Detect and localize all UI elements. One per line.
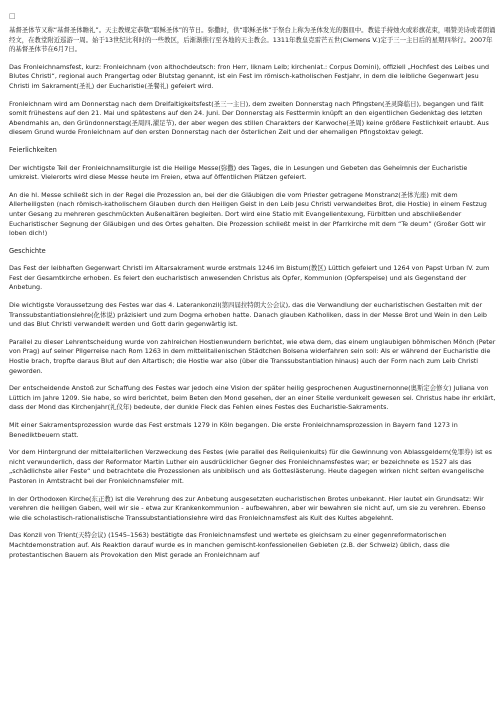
paragraph-history-1246: Das Fest der leibhaften Gegenwart Christi im Altarsakrament wurde erstmals 1246 im Bistum(教区) Lüttich gefeiert und 1264 von Papst Urban IV. zum Fest der Gesamtkirche erhoben. Es feiert den eucharistisch anwesenden Christus als Opfer, Kommunion (Opferspeise) und als Gegenstand der Anbetung. (9, 264, 490, 292)
paragraph-prozession: An die hl. Messe schließt sich in der Regel die Prozession an, bei der die Gläubigen die vom Priester getragene Monstranz(圣体光座) mit dem Allerheiligsten (nach römisch-katholischem Glauben durch den Heiligen Geist in den Leib Jesu Christi verwandeltes Brot, die Hostie) in einem Festzug unter Gesang zu mehreren geschmückten Außenaltären begleiten. Dort wird eine Statio mit Evangelientexung, Fürbitten und abschließender Eucharistischer Segnung der Gläubigen und des Ortes gehalten. Die Prozession schließt meist in der Pfarrkirche mit dem “Te deum” (Großer Gott wir loben dich!) (9, 190, 487, 238)
paragraph-laterankonzil: Die wichtigste Voraussetzung des Festes war das 4. Laterankonzil(第四届拉特朗大公会议), das die Verwandlung der eucharistischen Gestalten mit der Transsubstantiationslehre(化体说) präzisiert und zum Dogma erhoben hatte. Danach glauben Katholiken, dass in der Messe Brot und Wein in den Leib und das Blut Christi verwandelt werden und Gott darin gegenwärtig ist. (9, 301, 487, 329)
paragraph-luther: Vor dem Hintergrund der mittelalterlichen Verzweckung des Festes (wie parallel des Reliquienkults) für die Gewinnung von Ablassgeldern(免罪券) ist es nicht verwunderlich, dass der Reformator Martin Luther ein ausdrücklicher Gegner des Fronleichnamsfestes war; er bezeichnete es 1527 als das „schädlichste aller Feste“ und betrachtete die Prozessionen als unbiblisch und als Gotteslästerung. Heute dagegen wirken nicht selten evangelische Pastoren in Amtstracht bei der Fronleichnamsfeier mit. (9, 448, 492, 485)
paragraph-juliana-vision: Der entscheidende Anstoß zur Schaffung des Festes war jedoch eine Vision der später heilig gesprochenen Augustinernonne(奥斯定会修女) Juliana von Lüttich im Jahre 1209. Sie habe, so wird berichtet, beim Beten den Mond gesehen, der an einer Stelle verdunkelt gewesen sei. Christus habe ihr erklärt, dass der Mond das Kirchenjahr(礼仪年) bedeute, der dunkle Fleck das Fehlen eines Festes des Eucharistie-Sakraments. (9, 384, 496, 412)
paragraph-trient: Das Konzil von Trient(天特会议) (1545–1563) bestätigte das Fronleichnamsfest und wertete es gleichsam zu einer gegenreformatorischen Machtdemonstration auf. Als Reaktion darauf wurde es in manchen gemischt-konfessionellen Gebieten (z.B. der Schweiz) üblich, dass die protestantischen Bauern als Provokation den Mist gerade an Fronleichnam auf (9, 531, 450, 559)
paragraph-messe: Der wichtigste Teil der Fronleichnamsliturgie ist die Heilige Messe(弥撒) des Tages, die in Lesungen und Gebeten das Geheimnis der Eucharistie umkreist. Vielerorts wird diese Messe heute im Freien, etwa auf öffentlichen Plätzen gefeiert. (9, 163, 468, 182)
bullet-marker: □ (9, 12, 16, 20)
paragraph-date: Fronleichnam wird am Donnerstag nach dem Dreifaltigkeitsfest(圣三一主日), dem zweiten Donnerstag nach Pfingsten(圣灵降临日), begangen und fällt somit frühestens auf den 21. Mai und spätestens auf den 24. Juni. Der Donnerstag als Festtermin knüpft an den eigentlichen Gedenktag des letzten Abendmahls an, den Gründonnerstag(圣周四,濯足节), der aber wegen des stillen Charakters der Karwoche(圣周) keine größere Festlichkeit erlaubt. Aus diesem Grund wurde Fronleichnam auf den ersten Donnerstag nach der österlichen Zeit und der ehemaligen Pfingstoktav gelegt. (9, 99, 489, 137)
heading-geschichte: Geschichte (9, 246, 46, 255)
chinese-intro-paragraph: 基督圣体节又称“基督圣体瞻礼”。天主教规定恭敬“耶稣圣体”的节日。弥撒时，供“耶稣圣体”于祭台上称为圣体发光的器皿中。教徒手持烛火或彩旗花束，唱赞美诗或者朗诵经文，在教堂附近巡游一周。始于13世纪比利时的一些教区，后渐渐推行至各地的天主教会。1311年教皇克雷芒五世(Clemens V.)定于三一主日后的星期四举行。2007年的基督圣体节在6月7日。 (9, 26, 496, 54)
paragraph-orthodox: In der Orthodoxen Kirche(东正教) ist die Verehrung des zur Anbetung ausgesetzten eucharistischen Brotes unbekannt. Hier lautet ein Grundsatz: Wir verehren die heiligen Gaben, weil wir sie - etwa zur Krankenkommunion - aufbewahren, aber wir bewahren sie nicht auf, um sie zu verehren. Ebenso wie die scholastisch-rationalistische Transsubstantiationslehre wird das Fronleichnamsfest als Kult des Kultes abgelehnt. (9, 494, 486, 522)
heading-feierlichkeiten: Feierlichkeiten (9, 145, 57, 154)
paragraph-hostienwunder: Parallel zu dieser Lehrentscheidung wurde von zahlreichen Hostienwundern berichtet, wie etwa dem, das einem unglaubigen böhmischen Mönch (Peter von Prag) auf seiner Pilgerreise nach Rom 1263 in dem mittelitalienischen Städtchen Bolsena widerfahren sein soll: Als er während der Eucharistie die Hostie brach, tropfte daraus Blut auf den Altartisch; die Hostie war also (über die Transsubstantiation hinaus) auch der Form nach zum Leib Christi geworden. (9, 337, 496, 375)
paragraph-koeln-1279: Mit einer Sakramentsprozession wurde das Fest erstmals 1279 in Köln begangen. Die erste Fronleichnamsprozession in Bayern fand 1273 in Benediktbeuern statt. (9, 421, 458, 439)
paragraph-definition: Das Fronleichnamsfest, kurz: Fronleichnam (von althochdeutsch: fron Herr, liknam Leib; kirchenlat.: Corpus Domini), offiziell „Hochfest des Leibes und Blutes Christi“, regional auch Prangertag oder Blutstag genannt, ist ein Fest im römisch-katholischen Festjahr, in dem die leibliche Gegenwart Jesu Christi im Sakrament(圣礼) der Eucharistie(圣餐礼) gefeiert wird. (9, 62, 490, 90)
